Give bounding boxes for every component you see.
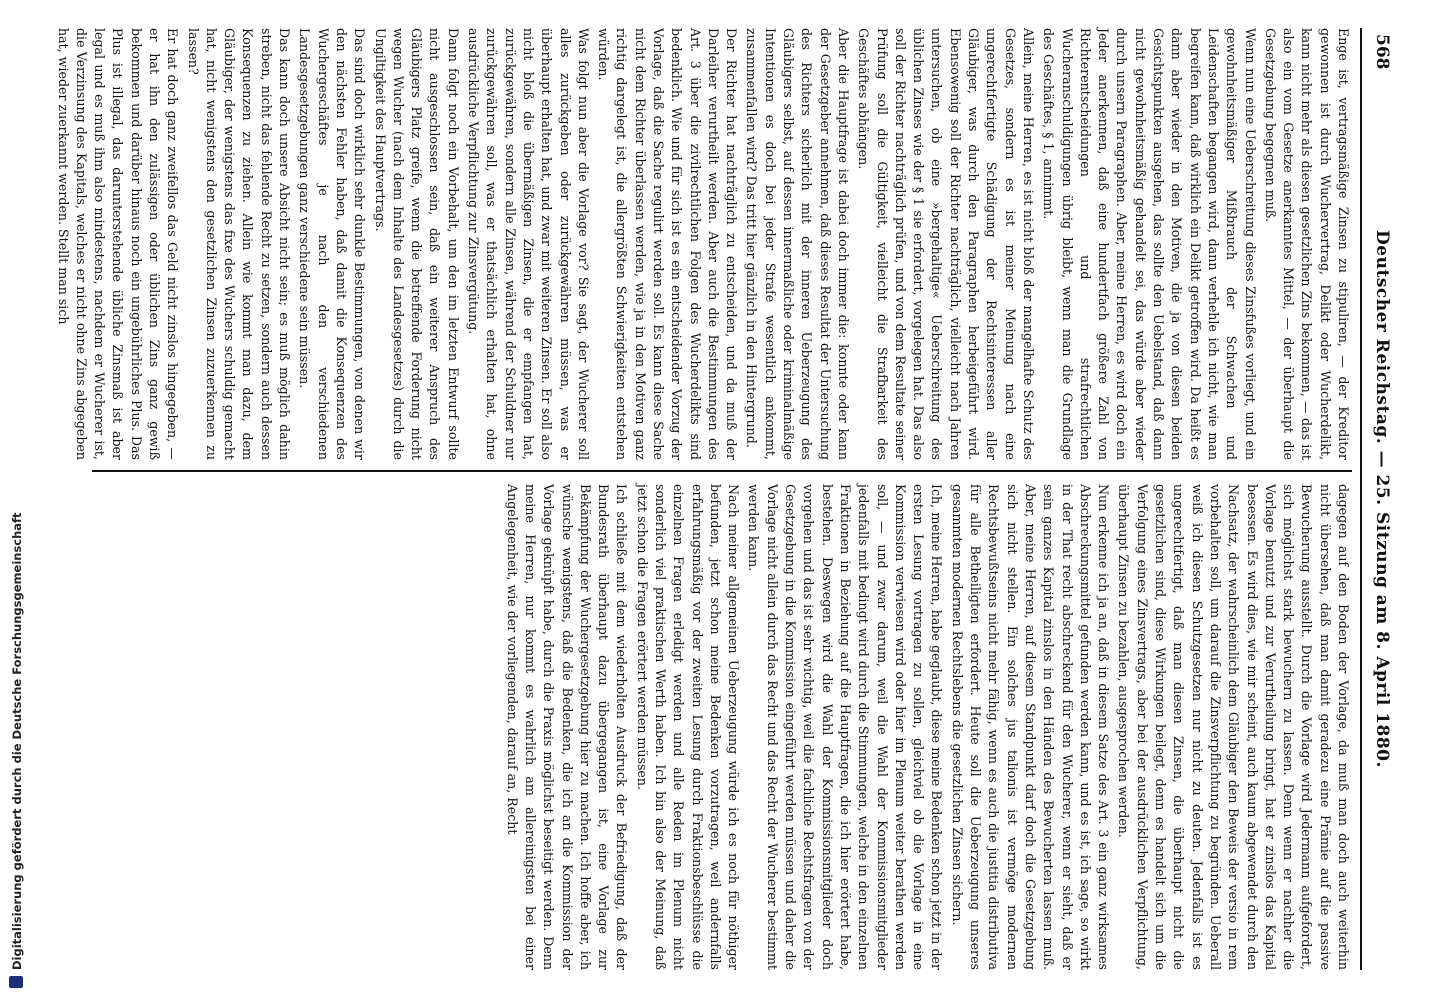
column-divider [92, 470, 1352, 472]
page-footer [6, 0, 30, 986]
paragraph: Ich schließe mit dem wiederholten Ausdruck der Befriedigung, daß der Bundesrath überhaupt dazu übergegangen ist, eine Vorlage zur Bekämpfung der Wuchergesetzgebung hier zu machen. Ich hoffe aber, ich wünsche wenigstens, daß die Bedenken, die ich an die Kommission der Vorlage geknüpft habe, durch die Praxis möglichst beseitigt werden. Denn meine Herren, nur kommt es wahrlich am allereinigsten bei einer Angelegenheit, wie der vorliegenden, darauf an, Recht [504, 484, 630, 970]
right-text-column [92, 484, 1352, 970]
paragraph: Dann folgt noch ein Vorbehalt, um den im letzten Entwurf sollte nicht ausgeschlossen sein, daß ein weiterer Anspruch des Gläubigers Platz greife, wenn die betreffende Forderung nicht wegen Wucher (nach dem Inhalte des Landesgesetzes) durch die Ungiltigkeit des Hauptvertrags. [372, 28, 461, 460]
paragraph: Allein, meine Herren, es ist nicht bloß der mangelhafte Schutz des Gesetzes, sondern es ist meiner Meinung nach eine ungerechtfertigte Schädigung der Rechtsinteressen aller Gläubiger, was durch den Paragraphen herbeigeführt wird. Ebensowenig soll der Richter nachträglich, vielleicht nach Jahren untersuchen, ob eine »bergehaltige« Ueberschreitung des üblichen Zinses wie der § 1 sie erfordert, vorgelegen hat. Das also soll der Richter nachträglich prüfen, und von dem Resultate seiner Prüfung soll die Gültigkeit, vielleicht die Strafbarkeit des Geschäftes abhängen. [856, 28, 1036, 460]
paragraph: Aber die Hauptfrage ist dabei doch immer die: konnte oder kann der Gesetzgeber annehmen, daß dieses Resultat der Untersuchung des Richters sicherlich mit der inneren Ueberzeugung des Gläubigers selbst, auf dessen innermaßliche oder kriminalmäßige Intentionen es doch bei jeder Strafe wesentlich ankommt, zusammenfallen wird? Das tritt hier gänzlich in den Hintergrund. [744, 28, 851, 460]
paragraph: Ich, meine Herren, habe geglaubt, diese meine Bedenken schon jetzt in der ersten Lesung vortragen zu sollen, gleichviel ob die Vorlage in eine Kommission verwiesen wird oder hier im Plenum weiter berathen werden soll, — und zwar darum, weil die Wahl der Kommissionsmitglieder jedenfalls mit bedingt wird durch die Stimmungen, welche in den einzelnen Fraktionen in Beziehung auf die Hauptfragen, die ich hier erörtert habe, bestehen. Deswegen wird die Wahl der Kommissionsmitglieder doch vorgehen und das ist sehr wichtig, weil die fachliche Rechtsfragen von der Gesetzgebung in die Kommission eingeführt werden müssen und daher die Vorlage nicht allein durch das Recht und das Recht der Wucherer bestimmt werden kann. [746, 484, 945, 970]
paragraph: Nach meiner allgemeinen Ueberzeugung würde ich es noch für nöthiger befunden, jetzt schon meine Bedenken vorzutragen, weil andernfalls erfahrungsmäßig vor der zweiten Lesung durch Fraktionsbeschlüsse die einzelnen Fragen erledigt werden und alle Reden im Plenum nicht sonderlich viel praktischen Werth haben. Ich bin also der Meinung, daß jetzt schon die Fragen erörtert werden müssen. [634, 484, 742, 970]
page-header [1360, 28, 1396, 970]
footer-strip [6, 0, 30, 1000]
left-text-column [55, 28, 1352, 460]
dfg-logo-icon [9, 976, 23, 988]
digitization-note: Digitalisierung gefördert durch die Deutsche Forschungsgemeinschaft [10, 512, 24, 970]
paragraph: Der Richter hat nachträglich zu entscheiden, und da muß der Darleiher verurtheilt werden. Aber auch die Bestimmungen des Art. 3 über die zivilrechtlichen Folgen des Wucherdelikts sind bedenklich. Wie und für sich ist es ein entscheidender Vorzug der Vorlage, daß die Sache regulirt werden soll. Es kann diese Sache nicht dem Richter überlassen werden, wie ja in den Motiven ganz richtig dargelegt ist, die allergrößten Schwierigkeiten entstehen würden. [596, 28, 740, 460]
paragraph: Er hat doch ganz zweifellos das Geld nicht zinslos hingegeben, — er hat ihn den zulässigen oder üblichen Zins ganz gewiß bekommen und darüber hinaus noch ein ungebührliches Plus. Das Plus ist illegal, das darunterstehende übliche Zinsmaß ist aber legal und es muß ihm also mindestens, nachdem er Wucherer ist, die Verzinsung des Kapitals, welches er nicht ohne Zins abgegeben hat, wieder zuerkannt werden. Stellt man sich [55, 28, 181, 460]
page-number: 568 [1372, 34, 1392, 70]
paragraph: Enge ist, vertragsmäßige Zinsen zu stipuliren, — der Kreditor gewonnen ist durch Wuchervertrag, Delikt oder Wucherdelikt, kann nicht mehr als diesen gesetzlichen Zins bekommen, — das ist also ein vom Gesetze anerkanntes Mittel, — der überhaupt die Gesetzgebung begegnen muß. [1262, 28, 1351, 460]
paragraph: Das sind doch wirklich sehr dunkle Bestimmungen, von denen wir den nächsten Fehler haben, daß damit die Konsequenzen des Wuchergeschäftes je nach den verschiedenen Landesgesetzgebungen ganz verschiedene sein müssen. [297, 28, 368, 460]
paragraph: Was folgt nun aber die Vorlage vor? Sie sagt, der Wucherer soll alles zurückgeben oder zurückgewähren müssen, was er überhaupt erhalten hat, und zwar mit weiteren Zinsen. Er soll also nicht bloß die übermäßigen Zinsen, die er empfangen hat, zurückgewähren, sondern alle Zinsen, während der Schuldner nur zurückgewähren soll, was er thatsächlich erhalten hat, ohne ausdrückliche Verpflichtung zur Zinsvergütung. [466, 28, 591, 460]
page-title: Deutscher Reichstag. — 25. Sitzung am 8. April 1880. [1372, 230, 1392, 768]
paragraph: Nun erkenne ich ja an, daß in diesem Satze des Art. 3 ein ganz wirksames Abschreckungsmittel gefunden werden kann, und es ist, ich sage, so wirkt in der That recht abschreckend für den Wucherer, wenn er sieht, daß er sein ganzes Kapital zinslos in den Händen des Bewucherten lassen muß. Aber, meine Herren, auf diesem Standpunkt darf doch die Gesetzgebung sich nicht stellen. Ein solches jus talionis ist vermöge modernen Rechtsbewußtseins nicht mehr fähig, wenn es auch die justitia distributiva für alle Betheiligten erfordert. Heute soll die Ueberzeugung unseres gesammten modernen Rechtslebens die gesetzlichen Zinsen sichern. [949, 484, 1112, 970]
paragraph: Wenn nun eine Ueberschreitung dieses Zinsfußes vorliegt, und ein gewohnheitsmäßiger Mißbrauch der Schwachen und Leidenschaften begangen wird, dann verhehle ich nicht, wie man begreifen kann, daß wirklich ein Delikt getroffen wird. Da heißt es dann aber wieder in den Motiven, die ja von diesen beiden Gesichtspunkten ausgehen, das sollte den Uebelstand, daß dann nicht gewohnheitsmäßig gehandelt sei, das würde aber wieder durch unsern Paragraphen. Aber, meine Herren, es wird doch ein Jeder anerkennen, daß eine hundertfach größere Zahl von Richterentscheidungen und strafrechtlichen Wucheranschuldigungen übrig bleibt, wenn man die Grundlage des Geschäftes, § 1, annimmt. [1041, 28, 1258, 460]
paragraph: dagegen auf den Boden der Vorlage, da muß man doch auch weiterhin nicht übersehen, daß man damit geradezu eine Prämie auf die passive Bewucherung ausstellt. Durch die Vorlage wird Jedermann aufgefordert, sich möglichst stark bewuchern zu lassen. Denn wenn er nachher die Vorlage benutzt und zur Verurtheilung bringt, hat er zinslos das Kapital besessen. Es wird dies, wie mir scheint, auch kaum abgewendet durch den Nachsatz, der wahrscheinlich dem Gläubiger den Beweis der versio in rem vorbehalten soll, um darauf die Zinsverpflichtung zu begründen. Ueberall weiß ich diesen Schutzgesetzen nur nicht zu deuten. Jedenfalls ist es ungerechtfertigt, daß man diesen Zinsen, die überhaupt nicht die gesetzlichen sind, diese Wirkungen beilegt, denn es handelt sich um die Verfolgung eines Zinsvertrags, aber bei der ausdrücklichen Verpflichtung, überhaupt Zinsen zu bezahlen, ausgesprochen werden. [1116, 484, 1351, 970]
paragraph: Das kann doch unsere Absicht nicht sein; es muß möglich dahin streben, nicht das fehlende Recht zu setzen, sondern auch dessen Konsequenzen zu ziehen. Allein wie kommt man dazu, dem Gläubiger, der wenigstens das fixe des Wuchers schuldig gemacht hat, nicht wenigstens den gesetzlichen Zinsen zuzuerkennen zu lassen? [185, 28, 293, 460]
